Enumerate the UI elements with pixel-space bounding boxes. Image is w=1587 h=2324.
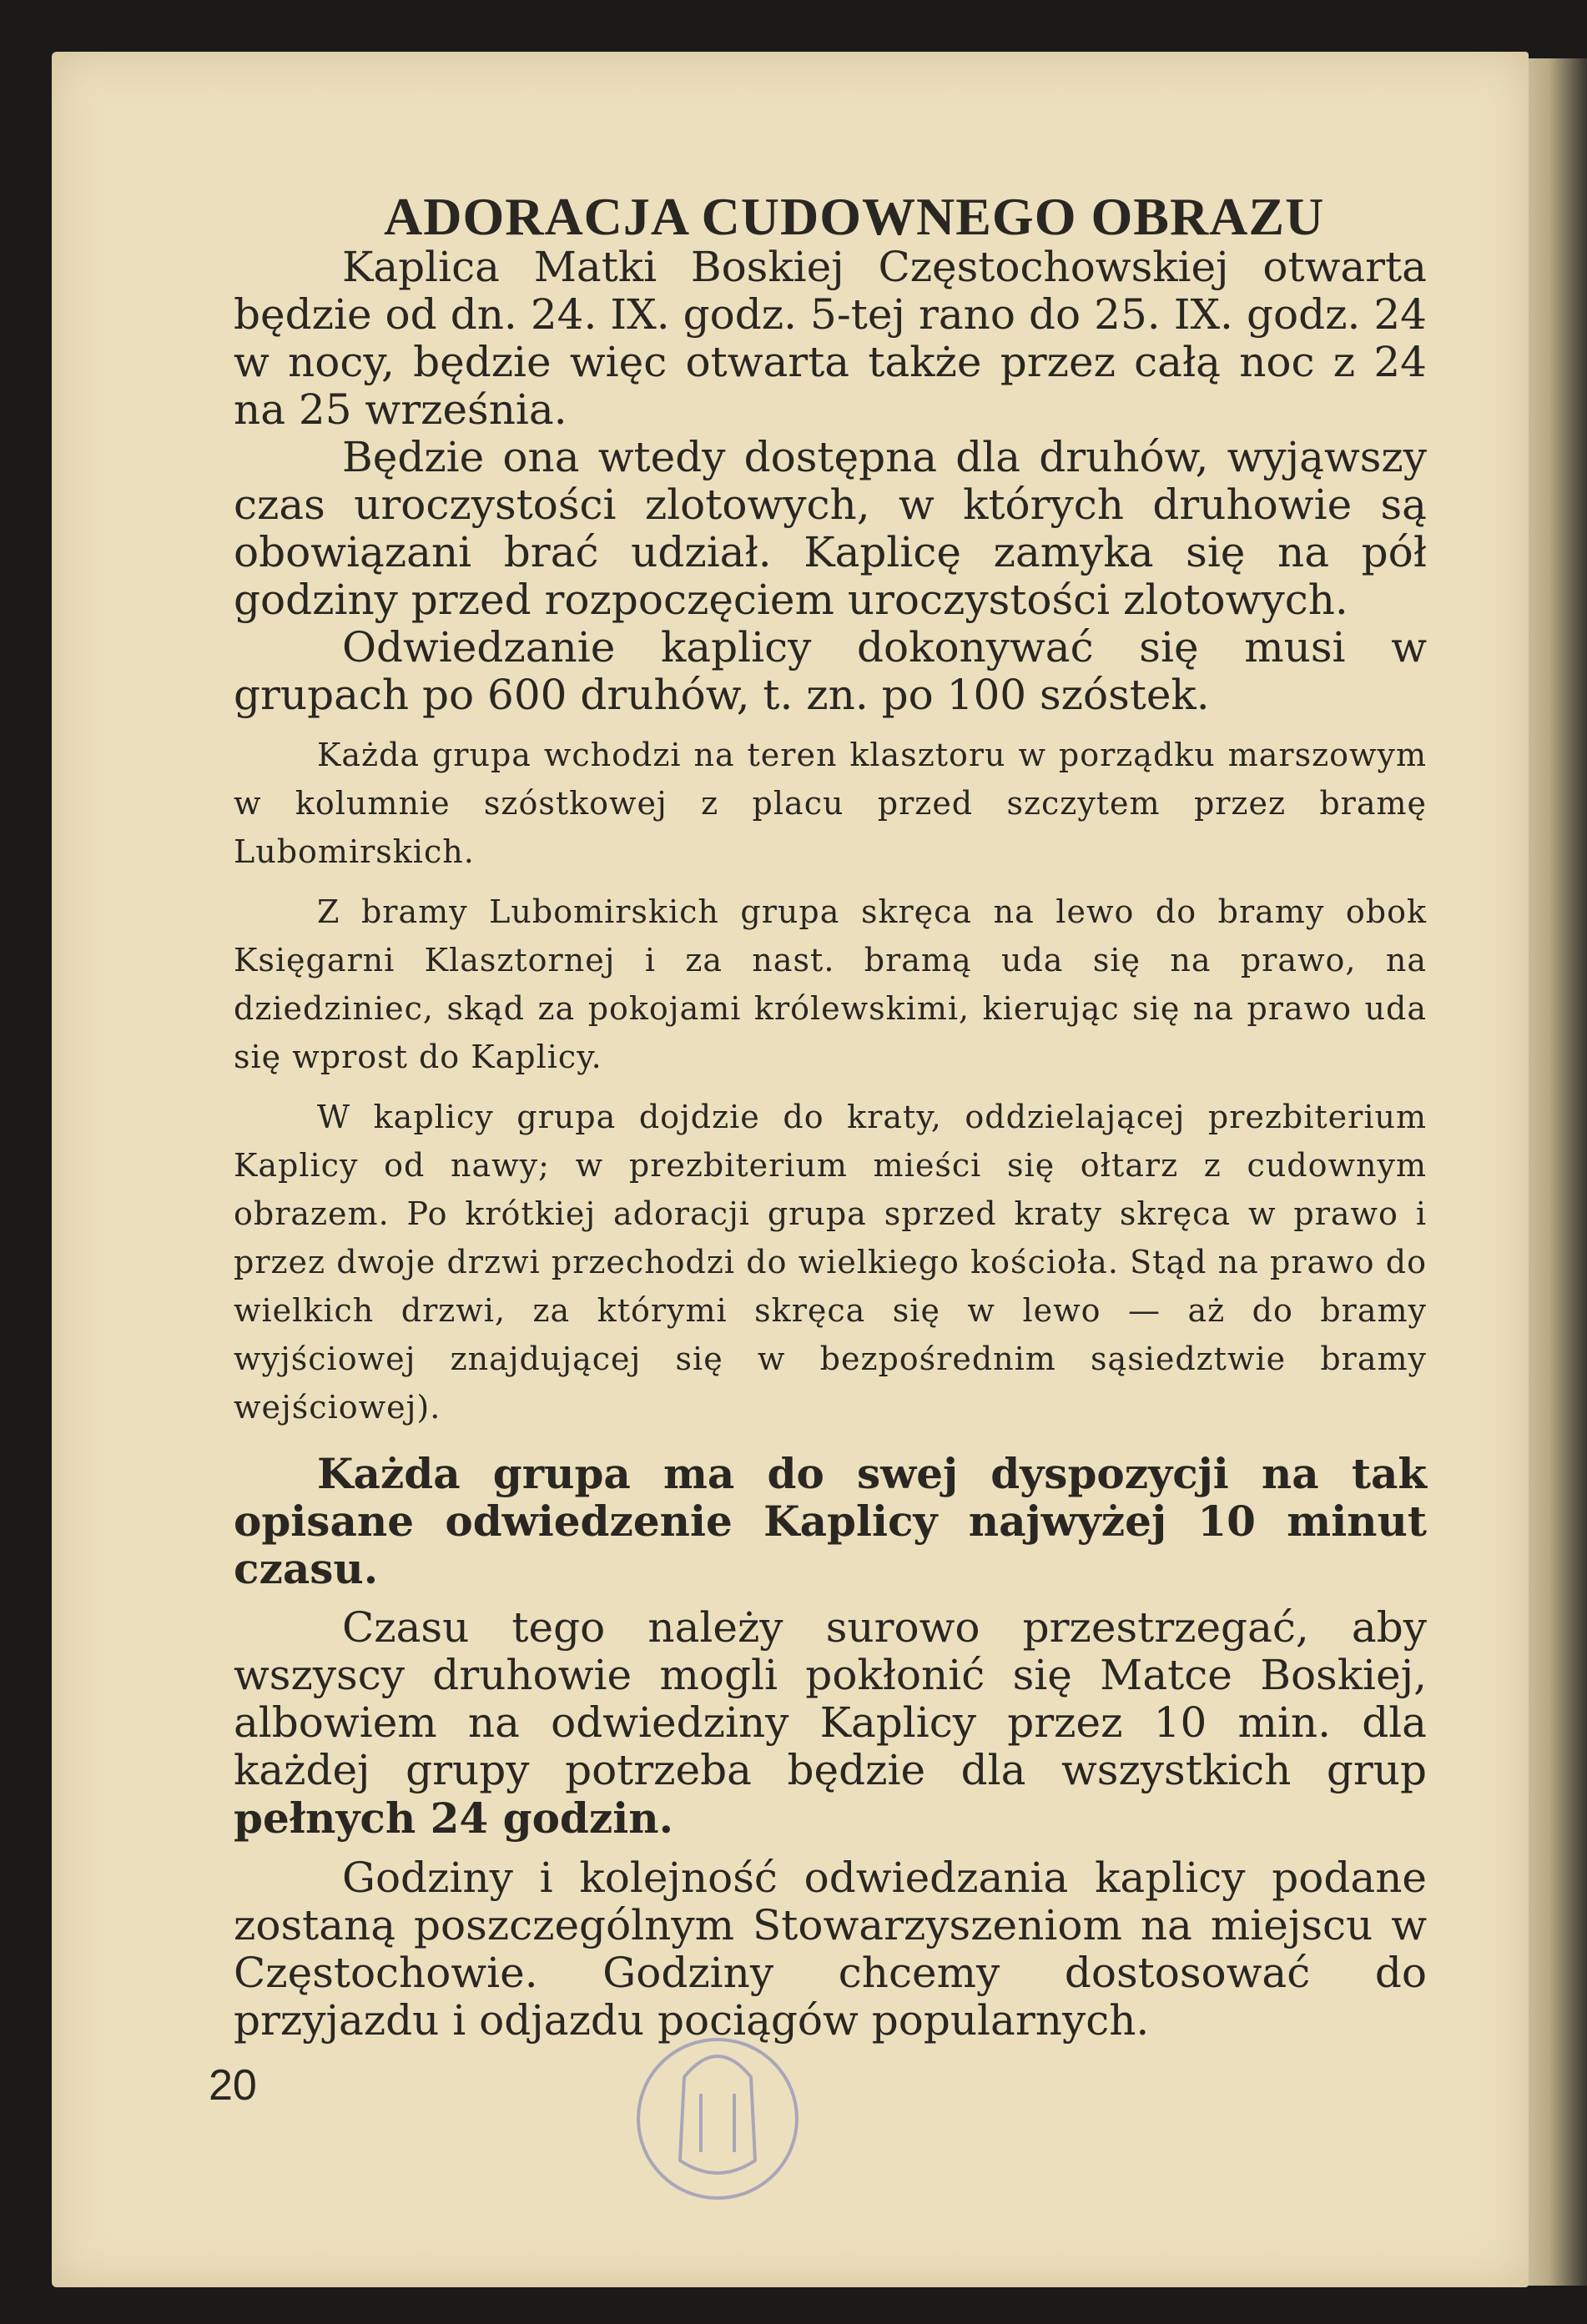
paragraph-1: Kaplica Matki Boskiej Częstochowskiej otwarta będzie od dn. 24. IX. godz. 5-tej rano do 25. IX. godz. 24 w nocy, będzie więc otwarta także przez całą noc z 24 na 25 września. xyxy=(234,243,1427,434)
paragraph-8-bold-tail: pełnych 24 godzin. xyxy=(234,1793,674,1843)
paragraph-5: Z bramy Lubomirskich grupa skręca na lewo do bramy obok Księgarni Klasztornej i za nast. bramą uda się na prawo, na dziedziniec, skąd za pokojami królewskimi, kierując się na prawo uda się wprost do Kaplicy. xyxy=(234,893,1427,1075)
paragraph-8 xyxy=(234,1604,1427,1843)
paragraph-4: Każda grupa wchodzi na teren klasztoru w porządku marszowym w kolumnie szóstkowej z placu przed szczytem przez bramę Lubomirskich. xyxy=(234,737,1427,870)
paragraph-8-text: Czasu tego należy surowo przestrzegać, aby wszyscy druhowie mogli pokłonić się Matce Boskiej, albowiem na odwiedziny Kaplicy przez 10 min. dla każdej grupy potrzeba będzie dla wszystkich grup xyxy=(234,1603,1427,1794)
page-title: ADORACJA CUDOWNEGO OBRAZU xyxy=(384,187,1325,246)
paragraph-3: Odwiedzanie kaplicy dokonywać się musi w grupach po 600 druhów, t. zn. po 100 szóstek. xyxy=(234,623,1427,719)
book-spine-edge xyxy=(1524,58,1587,2286)
page-number: 20 xyxy=(209,2061,257,2110)
paragraph-9: Godziny i kolejność odwiedzania kaplicy podane zostaną poszczególnym Stowarzyszeniom na miejscu w Częstochowie. Godziny chcemy dostosować do przyjazdu i odjazdu pociągów popularnych. xyxy=(234,1854,1427,2045)
paragraph-7-bold: Każda grupa ma do swej dyspozycji na tak opisane odwiedzenie Kaplicy najwyżej 10 minut czasu. xyxy=(234,1449,1427,1593)
article xyxy=(234,187,1427,2045)
library-stamp xyxy=(576,1977,859,2227)
paragraph-6: W kaplicy grupa dojdzie do kraty, oddzielającej prezbiterium Kaplicy od nawy; w prezbiterium mieści się ołtarz z cudownym obrazem. Po krótkiej adoracji grupa sprzed kraty skręca w prawo i przez dwoje drzwi przechodzi do wielkiego kościoła. Stąd na prawo do wielkich drzwi, za którymi skręca się w lewo — aż do bramy wyjściowej znajdującej się w bezpośrednim sąsiedztwie bramy wejściowej). xyxy=(234,1099,1427,1426)
paragraph-2: Będzie ona wtedy dostępna dla druhów, wyjąwszy czas uroczystości zlotowych, w których druhowie są obowiązani brać udział. Kaplicę zamyka się na pół godziny przed rozpoczęciem uroczystości zlotowych. xyxy=(234,433,1427,624)
